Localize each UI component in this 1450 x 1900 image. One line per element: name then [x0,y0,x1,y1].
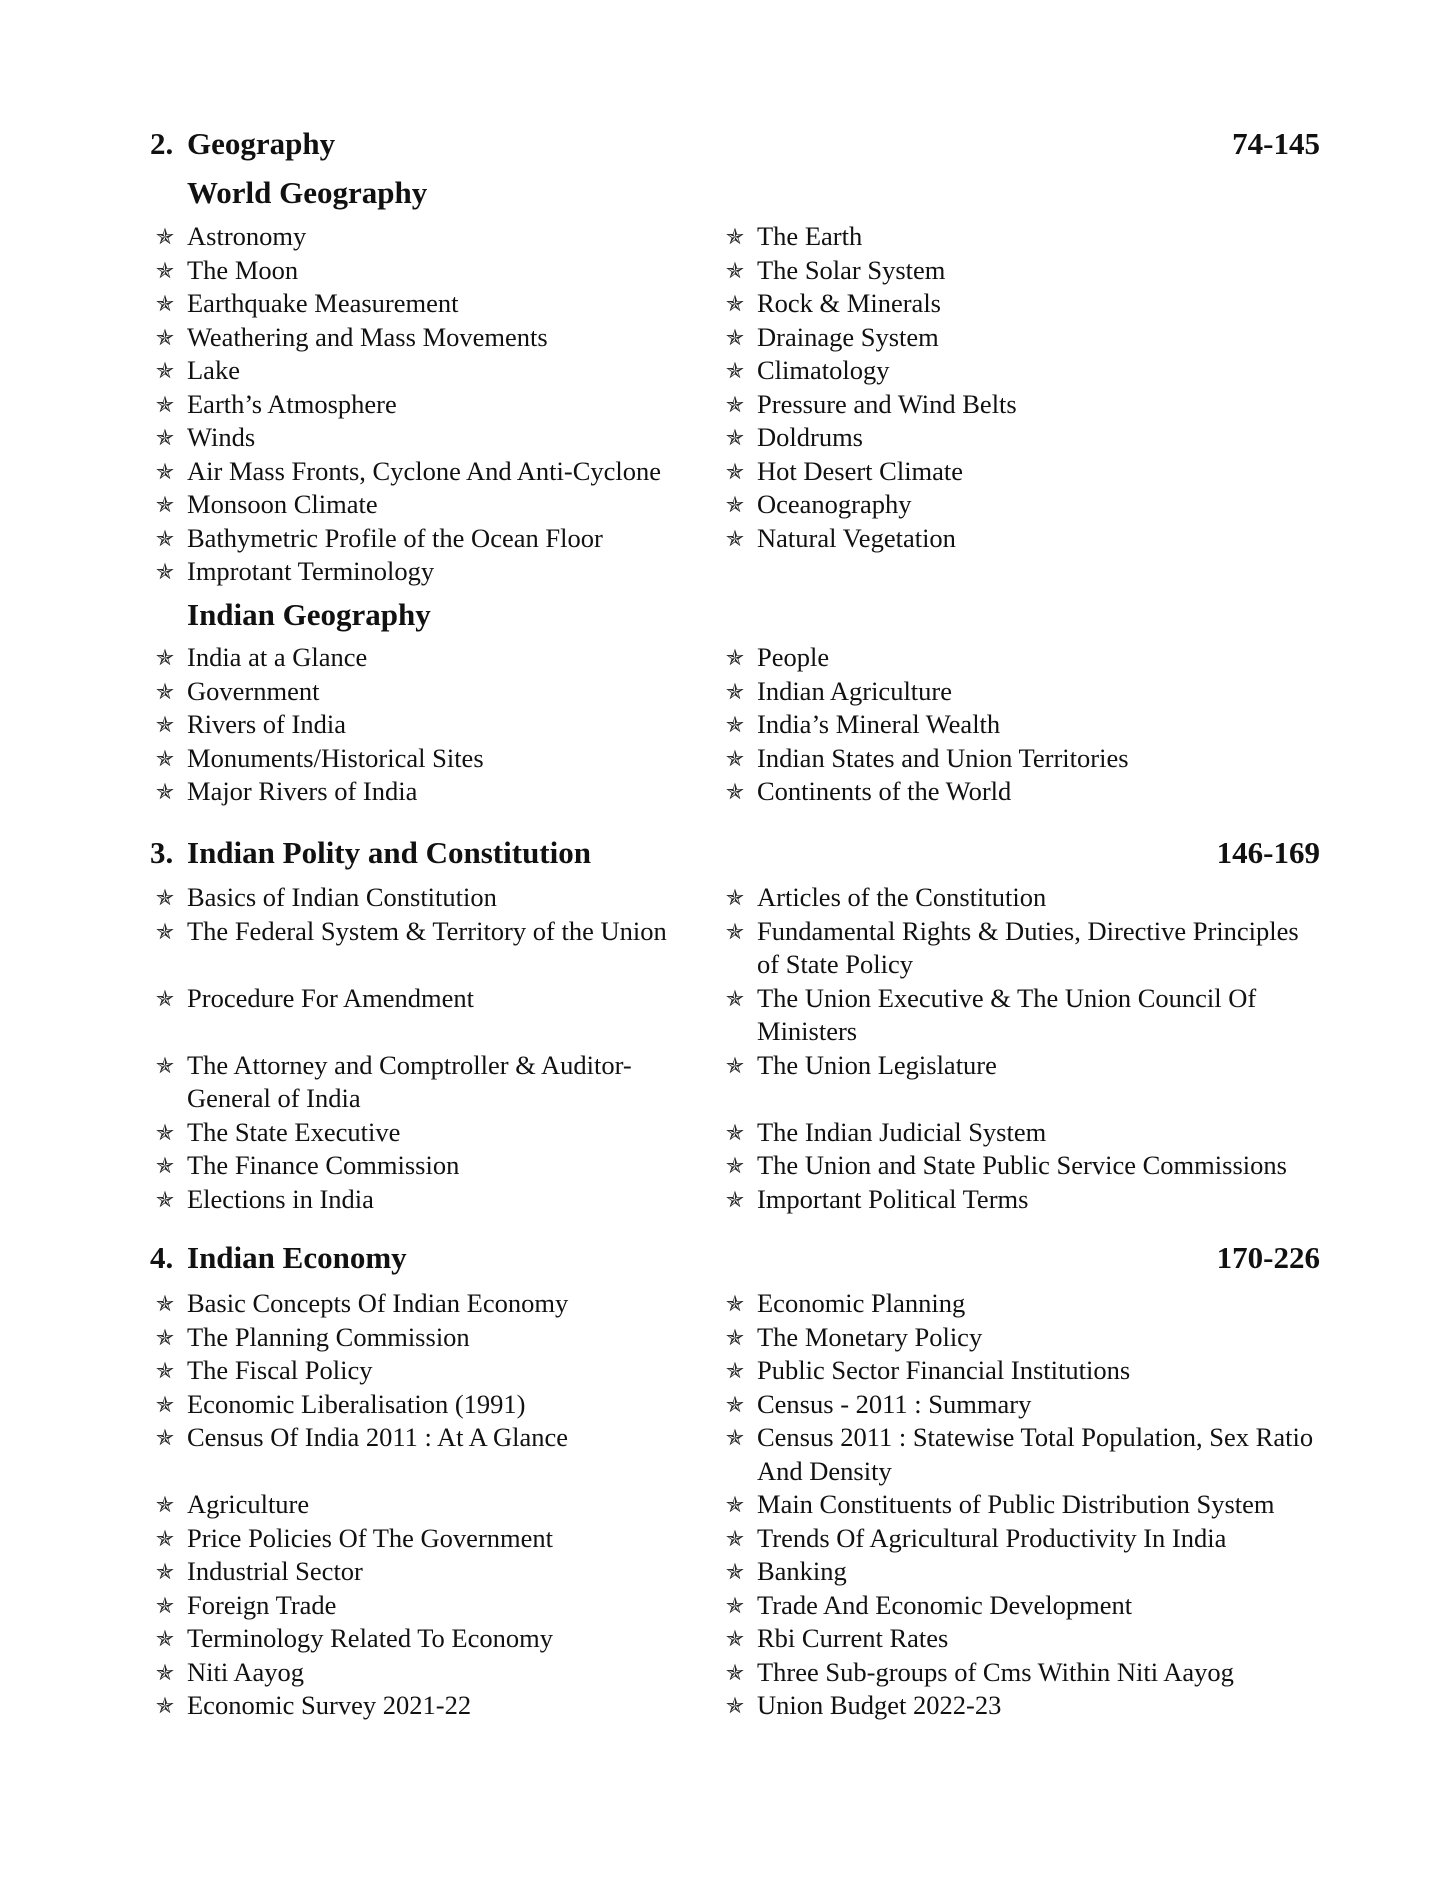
toc-list-item [150,1622,690,1656]
star-bullet-icon: ✯ [155,525,175,551]
subsection-title-world-geography: World Geography [187,175,428,210]
toc-item-label: The Solar System [757,254,946,285]
toc-list-item [720,220,1320,254]
star-bullet-icon: ✯ [725,1052,745,1078]
star-bullet-icon: ✯ [725,645,745,670]
toc-item-label: Basic Concepts Of Indian Economy [187,1288,569,1318]
toc-item-label: Niti Aayog [187,1656,305,1687]
star-bullet-icon: ✯ [725,1186,745,1212]
toc-list-item [720,1287,1320,1321]
toc-item-label: The State Executive [187,1116,401,1147]
toc-item-label: Agriculture [187,1489,310,1519]
star-bullet-icon: ✯ [155,1119,175,1145]
toc-list-item [720,675,1320,709]
toc-list-item [720,254,1320,288]
star-bullet-icon: ✯ [725,458,745,484]
star-bullet-icon: ✯ [155,678,175,704]
toc-list-item [720,641,1320,675]
star-bullet-icon: ✯ [725,779,745,804]
toc-list-item [150,1321,690,1355]
toc-item-label: Oceanography [757,489,912,519]
star-bullet-icon: ✯ [155,985,175,1011]
toc-item-label: Astronomy [187,221,307,251]
toc-list-item [150,742,690,776]
toc-list-item [720,1689,1320,1723]
toc-item-label: Improtant Terminology [187,556,435,586]
section-heading-economy [150,1236,1320,1280]
toc-list-item [150,555,690,589]
section-number: 4. [150,1240,174,1275]
toc-item-label: Census Of India 2011 : At A Glance [187,1422,569,1452]
toc-list-item [720,421,1320,455]
toc-list-item [150,1183,690,1217]
star-bullet-icon: ✯ [725,1693,745,1718]
toc-item-label: Continents of the World [757,776,1012,806]
toc-list-item [150,1522,690,1556]
star-bullet-icon: ✯ [155,1492,175,1517]
toc-item-label: Basics of Indian Constitution [187,882,497,912]
toc-list-item [720,354,1320,388]
toc-item-label: Elections in India [187,1183,374,1214]
toc-list-item [150,915,690,949]
star-bullet-icon: ✯ [725,1626,745,1651]
star-bullet-icon: ✯ [155,224,175,249]
toc-list-item [720,287,1320,321]
star-bullet-icon: ✯ [155,492,175,517]
toc-item-label: Economic Liberalisation (1991) [187,1388,526,1419]
toc-list-item [150,321,690,355]
toc-list-item [720,1622,1320,1656]
star-bullet-icon: ✯ [725,492,745,517]
toc-item-label: The Earth [757,221,863,251]
toc-item-label: The Union and State Public Service Commissions [757,1150,1287,1180]
star-bullet-icon: ✯ [155,1525,175,1551]
toc-list-item [150,287,690,321]
toc-item-label: Climatology [757,355,890,385]
section-number: 2. [150,126,174,161]
star-bullet-icon: ✯ [725,678,745,704]
star-bullet-icon: ✯ [155,1391,175,1417]
toc-item-label: Indian States and Union Territories [757,742,1129,773]
toc-item-label: Price Policies Of The Government [187,1522,554,1553]
star-bullet-icon: ✯ [155,712,175,737]
toc-item-label: The Monetary Policy [757,1321,983,1352]
toc-list-item [720,488,1320,522]
toc-item-label: Monuments/Historical Sites [187,742,484,773]
toc-list-item [720,455,1320,489]
star-bullet-icon: ✯ [155,257,175,283]
toc-item-label: Articles of the Constitution [757,882,1047,912]
star-bullet-icon: ✯ [725,391,745,417]
star-bullet-icon: ✯ [155,1291,175,1316]
star-bullet-icon: ✯ [155,1186,175,1212]
star-bullet-icon: ✯ [155,745,175,771]
star-bullet-icon: ✯ [725,918,745,944]
toc-list-item [720,1522,1320,1556]
toc-list-item [150,1488,690,1522]
star-bullet-icon: ✯ [155,1559,175,1584]
star-bullet-icon: ✯ [155,1592,175,1618]
toc-item-label: Rivers of India [187,709,346,739]
toc-list-item [150,1149,690,1183]
toc-list-item [150,388,690,422]
toc-item-label: Trends Of Agricultural Productivity In India [757,1522,1227,1553]
toc-list-item [720,1388,1320,1422]
star-bullet-icon: ✯ [155,1659,175,1685]
toc-list-item [720,1183,1320,1217]
star-bullet-icon: ✯ [725,985,745,1011]
toc-list-item [720,775,1320,809]
toc-item-label: India at a Glance [187,642,368,672]
toc-list-item [720,522,1320,556]
toc-item-label: The Federal System & Territory of the Union [187,915,667,946]
toc-item-label: Industrial Sector [187,1556,363,1586]
toc-list-item [150,675,690,709]
section-title: Indian Polity and Constitution [187,835,591,870]
star-bullet-icon: ✯ [725,1119,745,1145]
star-bullet-icon: ✯ [155,918,175,944]
toc-list-item [150,1287,690,1321]
toc-list-item [720,742,1320,776]
toc-item-label: India’s Mineral Wealth [757,709,1001,739]
toc-list-item [150,354,690,388]
toc-list-item [720,1656,1320,1690]
toc-item-label: Terminology Related To Economy [187,1623,553,1653]
toc-list-item [720,1354,1320,1388]
star-bullet-icon: ✯ [725,1559,745,1584]
toc-item-label: Census - 2011 : Summary [757,1388,1032,1419]
star-bullet-icon: ✯ [155,1693,175,1718]
toc-item-label: The Finance Commission [187,1150,460,1180]
toc-list-item [720,1589,1320,1623]
toc-item-label: The Indian Judicial System [757,1116,1047,1147]
toc-item-label: The Planning Commission [187,1321,470,1352]
star-bullet-icon: ✯ [725,1153,745,1178]
star-bullet-icon: ✯ [155,291,175,316]
star-bullet-icon: ✯ [155,358,175,383]
toc-item-label: Winds [187,422,256,452]
toc-list-item [150,1589,690,1623]
toc-list-item [150,1656,690,1690]
toc-list-item [720,1555,1320,1589]
toc-list-item [150,982,690,1016]
toc-item-label: Bathymetric Profile of the Ocean Floor [187,522,603,553]
toc-list-item [720,881,1320,915]
toc-list-item [720,388,1320,422]
section-heading-geography [150,122,1320,166]
toc-item-label: Pressure and Wind Belts [757,388,1017,419]
star-bullet-icon: ✯ [725,1358,745,1383]
star-bullet-icon: ✯ [155,1324,175,1350]
toc-list-item [150,522,690,556]
star-bullet-icon: ✯ [155,391,175,417]
toc-item-label: Important Political Terms [757,1183,1029,1214]
toc-item-label: Three Sub-groups of Cms Within Niti Aayog [757,1656,1234,1687]
star-bullet-icon: ✯ [155,1153,175,1178]
toc-item-label: The Attorney and Comptroller & Auditor-General of India [187,1049,632,1113]
section-page-range: 146-169 [1216,835,1320,870]
star-bullet-icon: ✯ [725,1492,745,1517]
star-bullet-icon: ✯ [155,324,175,350]
toc-item-label: Natural Vegetation [757,522,956,553]
toc-list-item [150,641,690,675]
toc-item-label: Economic Survey 2021-22 [187,1690,472,1720]
toc-item-label: Air Mass Fronts, Cyclone And Anti-Cyclone [187,455,662,486]
star-bullet-icon: ✯ [725,1291,745,1316]
toc-item-label: Drainage System [757,321,939,352]
star-bullet-icon: ✯ [155,779,175,804]
toc-list-item [150,775,690,809]
star-bullet-icon: ✯ [725,1592,745,1618]
toc-list-item [150,488,690,522]
toc-list-item [150,421,690,455]
star-bullet-icon: ✯ [155,1358,175,1383]
toc-item-label: Census 2011 : Statewise Total Population, Sex Ratio And Density [757,1422,1314,1486]
subsection-title-indian-geography: Indian Geography [187,597,431,632]
toc-list-item [150,708,690,742]
toc-list-item [150,1116,690,1150]
section-title: Indian Economy [187,1240,407,1275]
toc-item-label: Earthquake Measurement [187,288,459,318]
toc-item-label: People [757,642,830,672]
toc-item-label: Procedure For Amendment [187,982,475,1013]
star-bullet-icon: ✯ [155,458,175,484]
star-bullet-icon: ✯ [725,525,745,551]
toc-item-label: The Fiscal Policy [187,1355,373,1385]
section-title: Geography [187,126,336,161]
star-bullet-icon: ✯ [725,745,745,771]
section-heading-polity [150,831,1320,875]
toc-list-item [720,1149,1320,1183]
toc-item-label: Rbi Current Rates [757,1623,949,1653]
toc-item-label: Foreign Trade [187,1589,337,1620]
toc-list-item [720,982,1320,1049]
star-bullet-icon: ✯ [725,1425,745,1450]
toc-list-item [720,321,1320,355]
star-bullet-icon: ✯ [725,224,745,249]
toc-item-label: Earth’s Atmosphere [187,388,397,419]
toc-item-label: Major Rivers of India [187,776,418,806]
star-bullet-icon: ✯ [155,425,175,450]
star-bullet-icon: ✯ [725,885,745,910]
star-bullet-icon: ✯ [155,885,175,910]
toc-item-label: Fundamental Rights & Duties, Directive Principles of State Policy [757,915,1299,979]
toc-list-item [150,254,690,288]
toc-item-label: Hot Desert Climate [757,455,964,486]
toc-list-item [720,915,1320,982]
section-page-range: 74-145 [1232,126,1320,161]
toc-list-item [150,1388,690,1422]
toc-list-item [150,881,690,915]
star-bullet-icon: ✯ [725,257,745,283]
star-bullet-icon: ✯ [155,1425,175,1450]
star-bullet-icon: ✯ [725,358,745,383]
toc-list-item [150,1421,690,1455]
toc-list-item [150,1555,690,1589]
star-bullet-icon: ✯ [725,1659,745,1685]
section-number: 3. [150,835,174,870]
toc-item-label: Rock & Minerals [757,288,941,318]
toc-item-label: Trade And Economic Development [757,1589,1133,1620]
toc-list-item [720,1321,1320,1355]
star-bullet-icon: ✯ [725,1324,745,1350]
toc-list-item [720,1116,1320,1150]
toc-item-label: Doldrums [757,422,863,452]
star-bullet-icon: ✯ [155,559,175,584]
toc-list-item [150,455,690,489]
toc-item-label: The Union Legislature [757,1049,997,1080]
toc-item-label: Weathering and Mass Movements [187,321,548,352]
toc-list-item [150,220,690,254]
toc-item-label: Main Constituents of Public Distribution System [757,1489,1275,1519]
toc-list-item [720,1049,1320,1083]
toc-item-label: Monsoon Climate [187,489,378,519]
toc-list-item [150,1689,690,1723]
toc-item-label: Banking [757,1556,847,1586]
star-bullet-icon: ✯ [725,712,745,737]
toc-list-item [720,708,1320,742]
toc-item-label: The Union Executive & The Union Council Of Ministers [757,982,1257,1046]
toc-item-label: Economic Planning [757,1288,966,1318]
section-page-range: 170-226 [1216,1240,1320,1275]
star-bullet-icon: ✯ [725,1525,745,1551]
toc-list-item [720,1421,1320,1488]
toc-item-label: Indian Agriculture [757,675,953,706]
star-bullet-icon: ✯ [155,645,175,670]
star-bullet-icon: ✯ [725,425,745,450]
star-bullet-icon: ✯ [725,291,745,316]
star-bullet-icon: ✯ [725,1391,745,1417]
star-bullet-icon: ✯ [155,1052,175,1078]
star-bullet-icon: ✯ [155,1626,175,1651]
toc-item-label: Public Sector Financial Institutions [757,1355,1131,1385]
star-bullet-icon: ✯ [725,324,745,350]
toc-list-item [720,1488,1320,1522]
toc-item-label: The Moon [187,254,299,285]
toc-item-label: Lake [187,355,240,385]
toc-list-item [150,1354,690,1388]
toc-list-item [150,1049,690,1116]
toc-item-label: Government [187,675,320,706]
toc-item-label: Union Budget 2022-23 [757,1690,1002,1720]
